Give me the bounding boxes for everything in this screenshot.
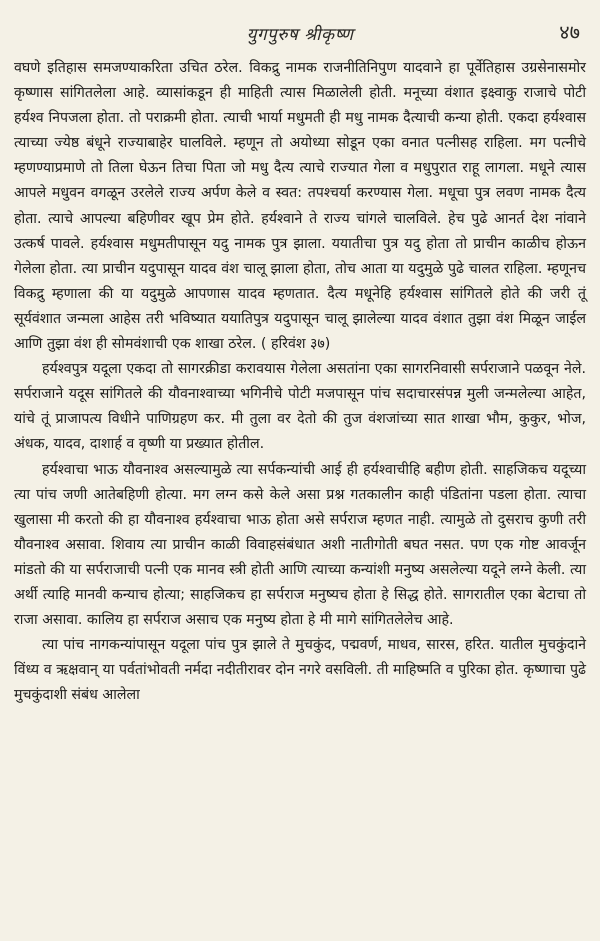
running-title: युगपुरुष श्रीकृष्ण <box>246 25 354 45</box>
paragraph: हर्यश्वाचा भाऊ यौवनाश्व असल्यामुळे त्या सर्पकन्यांची आई ही हर्यश्वाचीहि बहीण होती. साहजिकच यदूच्या त्या पांच जणी आतेबहिणी होत्या. मग लग्न कसे केले असा प्रश्न गतकालीन काही पंडितांना पडला होता. त्याचा खुलासा मी करतो की हा यौवनाश्व हर्यश्वाचा भाऊ होता असे सर्पराज म्हणत नाही. त्यामुळे तो दुसराच कुणी तरी यौवनाश्व असावा. शिवाय त्या प्राचीन काळी विवाहसंबंधात अशी नातीगोती बघत नसत. पण एक गोष्ट आवर्जून मांडतो की या सर्पराजाची पत्नी एक मानव स्त्री होती आणि त्याच्या कन्यांशी मनुष्य असलेल्या यदूने लग्ने केली. त्या अर्थी त्याहि मानवी कन्याच होत्या; साहजिकच हा सर्पराज मनुष्यच होता हे सिद्ध होते. सागरातील एका बेटाचा तो राजा असावा. कालिय हा सर्पराज असाच एक मनुष्य होता हे मी मागे सांगितलेलेच आहे. <box>14 461 586 629</box>
paragraph: हर्यश्वपुत्र यदूला एकदा तो सागरक्रीडा करावयास गेलेला असतांना एका सागरनिवासी सर्पराजाने पळवून नेले. सर्पराजाने यदूस सांगितले की यौवनाश्वाच्या भगिनीचे पोटी मजपासून पांच सदाचारसंपन्न मुली जन्मलेल्या आहेत, यांचे तूं प्राजापत्य विधीने पाणिग्रहण कर. मी तुला वर देतो की तुज वंशजांच्या सात शाखा भौम, कुकुर, भोज, अंधक, यादव, दाशार्ह व वृष्णी या प्रख्यात होतील. <box>14 361 586 453</box>
page-number: ४७ <box>559 20 580 44</box>
paragraph: त्या पांच नागकन्यांपासून यदूला पांच पुत्र झाले ते मुचकुंद, पद्मवर्ण, माधव, सारस, हरित. यातील मुचकुंदाने विंध्य व ऋक्षवान् या पर्वतांभोवती नर्मदा नदीतीरावर दोन नगरे वसविली. ती माहिष्मति व पुरिका होत. कृष्णाचा पुढे मुचकुंदाशी संबंध आलेला <box>14 637 586 704</box>
body-text <box>14 56 586 708</box>
paragraph: वघणे इतिहास समजण्याकरिता उचित ठरेल. विकद्रु नामक राजनीतिनिपुण यादवाने हा पूर्वेतिहास उग्रसेनासमोर कृष्णास सांगितलेला आहे. व्यासांकडून ही माहिती त्यास मिळालेली होती. मनूच्या वंशात इक्ष्वाकु राजाचे पोटी हर्यश्व निपजला होता. तो पराक्रमी होता. त्याची भार्या मधुमती ही मधु नामक दैत्याची कन्या होती. एकदा हर्यश्वास त्याच्या ज्येष्ठ बंधूने राज्याबाहेर घालविले. म्हणून तो अयोध्या सोडून एका वनात पत्नीसह राहिला. मग पत्नीचे म्हणण्याप्रमाणे तो तिला घेऊन तिचा पिता जो मधु दैत्य त्याचे राज्यात गेला व मधुपुरात राहू लागला. मधूने त्यास आपले मधुवन वगळून उरलेले राज्य अर्पण केले व स्वत: तपश्चर्या करण्यास गेला. मधूचा पुत्र लवण नामक दैत्य होता. त्याचे आपल्या बहिणीवर खूप प्रेम होते. हर्यश्वाने ते राज्य चांगले चालविले. हेच पुढे आनर्त देश नांवाने उत्कर्ष पावले. हर्यश्वास मधुमतीपासून यदु नामक पुत्र झाला. ययातीचा पुत्र यदु होता तो प्राचीन काळीच होऊन गेलेला होता. त्या प्राचीन यदुपासून यादव वंश चालू झाला होता, तोच आता या यदुमुळे पुढे चालत राहिला. म्हणूनच विकद्रु म्हणाला की या यदुमुळे आपणास यादव म्हणतात. दैत्य मधूनेहि हर्यश्वास सांगितले होते की जरी तूं सूर्यवंशात जन्मला आहेस तरी भविष्यात ययातिपुत्र यदुपासून चालू झालेल्या यादव वंशात तुझा वंश मिळून जाईल आणि तुझा वंश ही सोमवंशाची एक शाखा ठरेल. ( हरिवंश ३७) <box>14 60 586 353</box>
running-head <box>14 12 586 52</box>
